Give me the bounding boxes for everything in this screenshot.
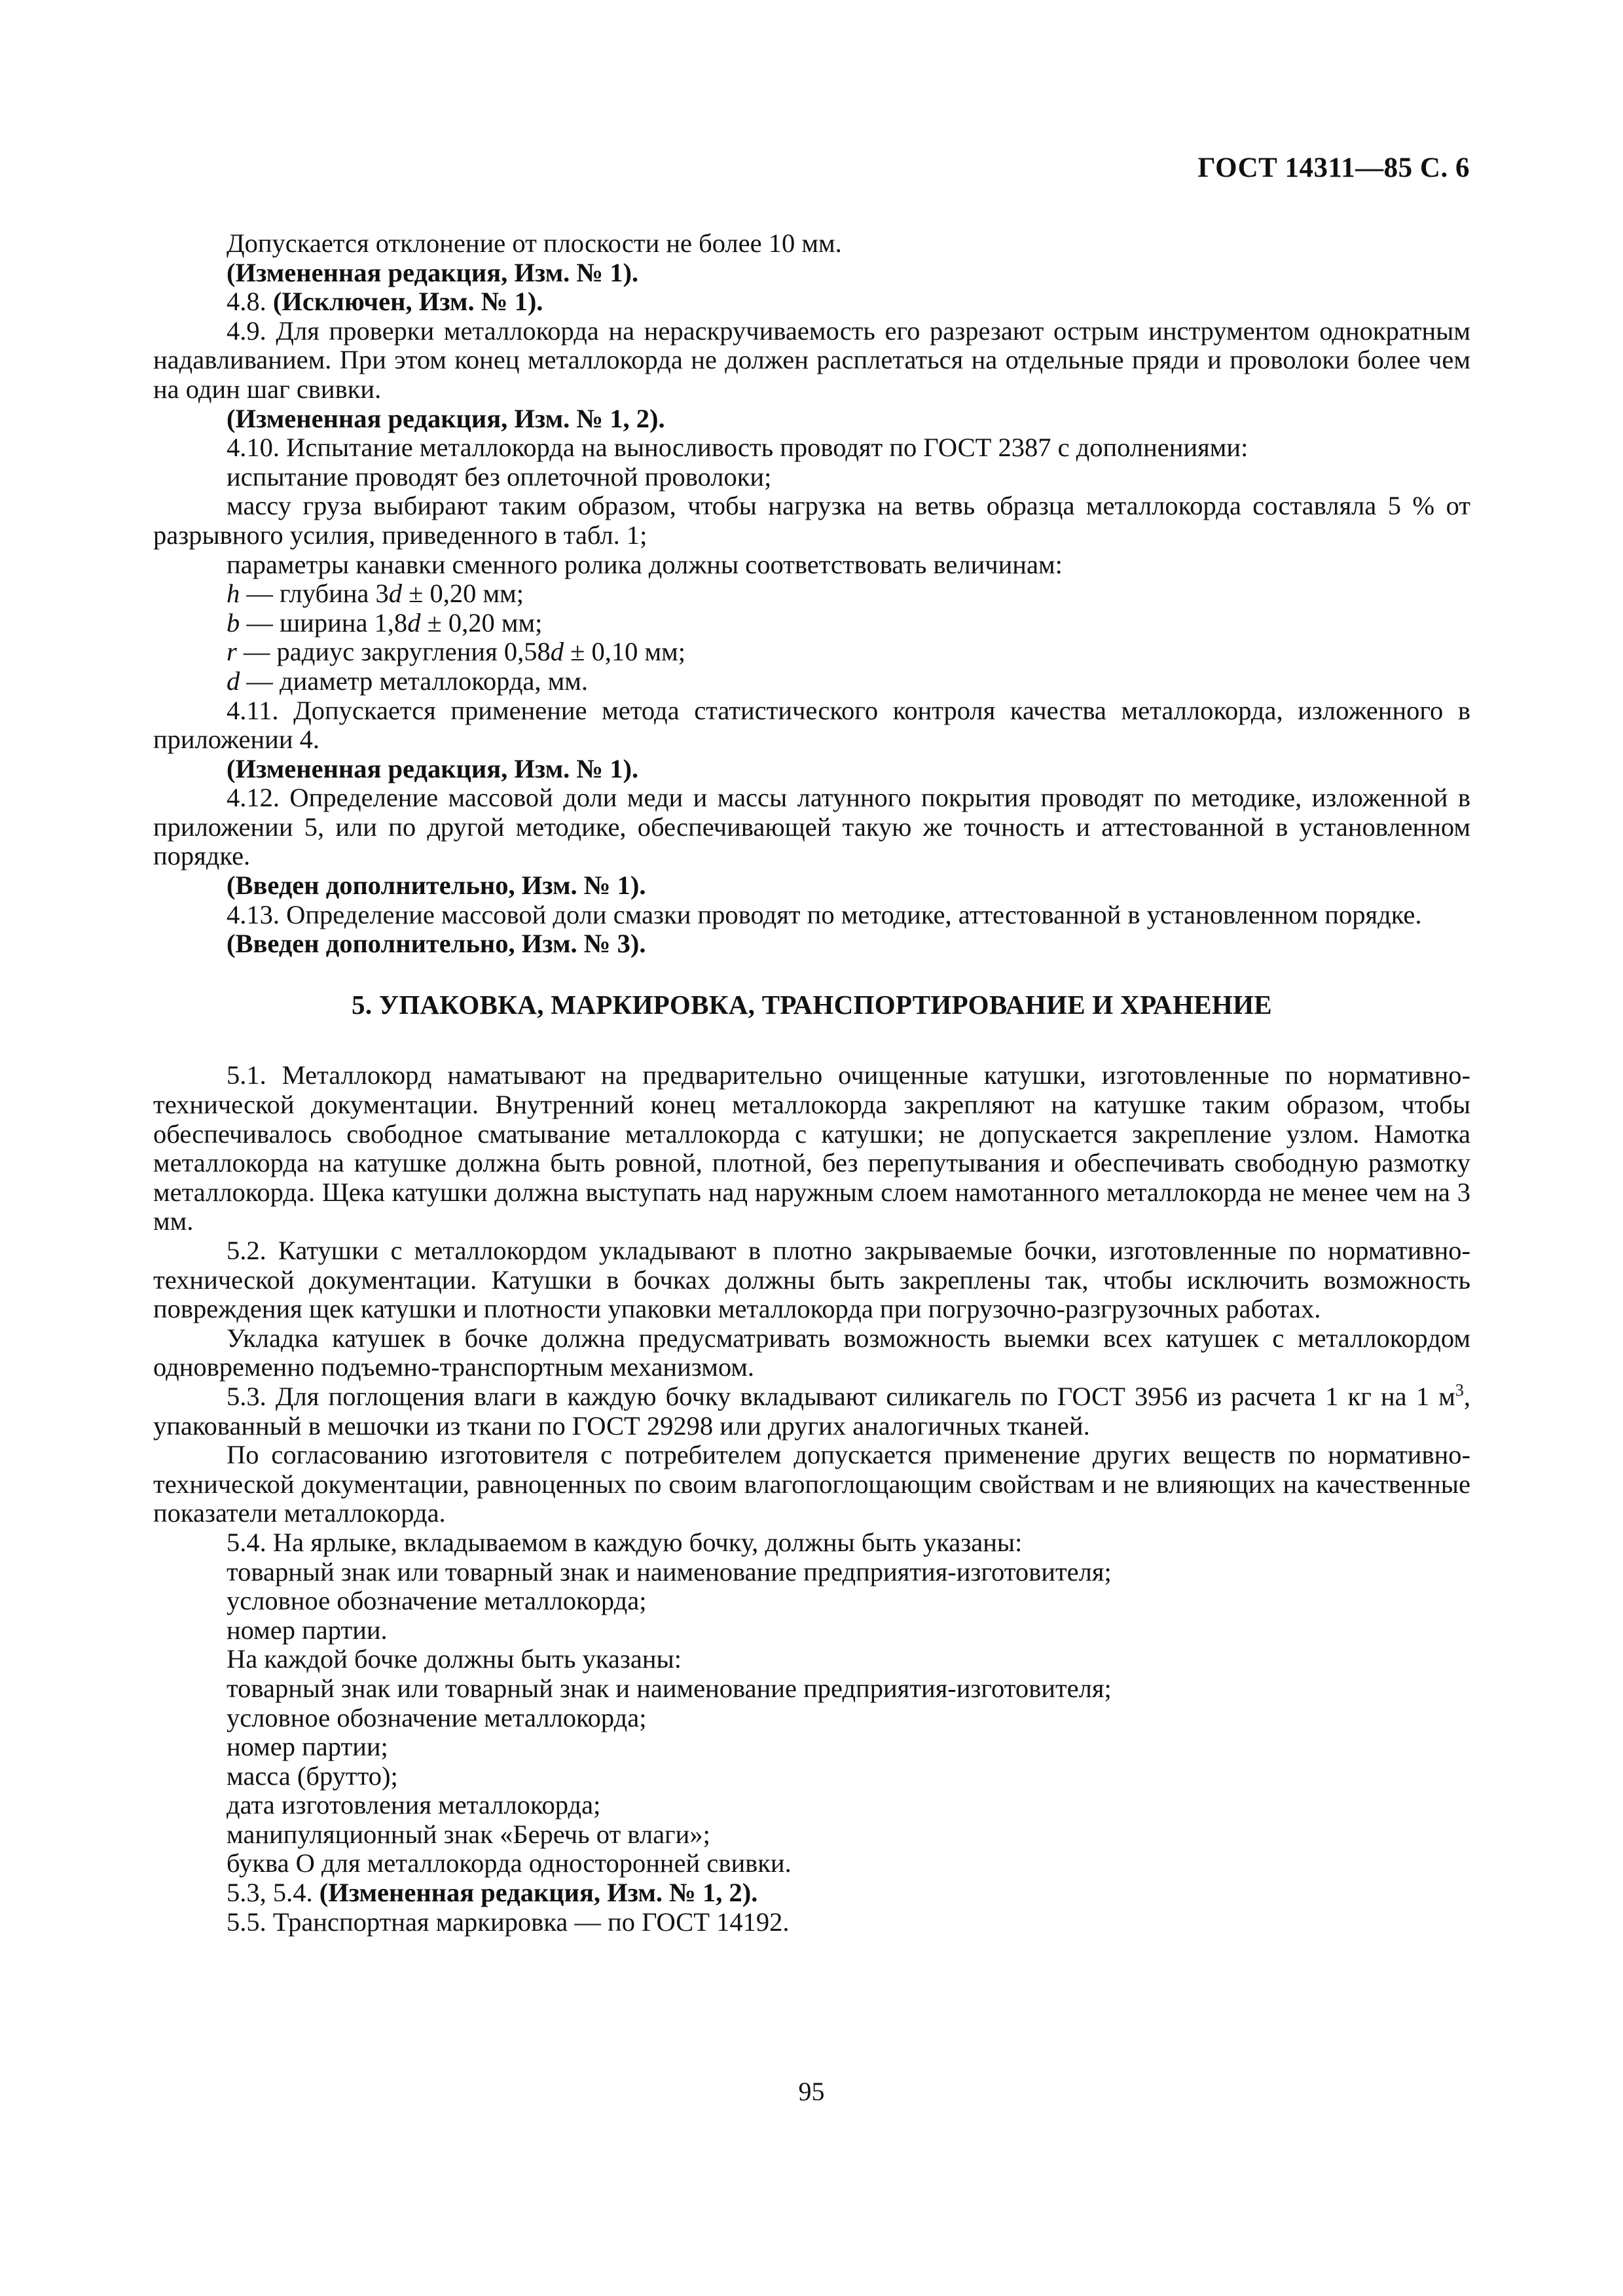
formula-text: ± 0,10 мм; (563, 637, 685, 667)
page-number: 95 (798, 2077, 825, 2106)
list-item: условное обозначение металлокорда; (227, 1586, 647, 1616)
list-item: товарный знак или товарный знак и наименование предприятия-изготовителя; (227, 1556, 1112, 1587)
revision-note: (Измененная редакция, Изм. № 1). (227, 257, 639, 287)
paragraph-5-4: 5.4. На ярлыке, вкладываемом в каждую бочку, должны быть указаны: (227, 1527, 1023, 1557)
revision-note: (Введен дополнительно, Изм. № 3). (227, 929, 646, 959)
formula-line (153, 637, 1470, 667)
paragraph-4-13: 4.13. Определение массовой доли смазки проводят по методике, аттестованной в установленном порядке. (227, 899, 1422, 929)
list-item: параметры канавки сменного ролика должны соответствовать величинам: (227, 549, 1063, 579)
symbol: d (227, 666, 240, 696)
paragraph: массу груза выбирают таким образом, чтобы нагрузка на ветвь образца металлокорда составляла 5 % от разрывного усилия, приведенного в табл. 1; (153, 491, 1470, 550)
symbol: r (227, 637, 237, 667)
symbol: h (227, 579, 240, 609)
clause-number: 5.3, 5.4. (227, 1878, 313, 1908)
formula-line (153, 579, 1470, 609)
paragraph: Укладка катушек в бочке должна предусматривать возможность выемки всех катушек с металлокордом одновременно подъемно-транспортным механизмом. (153, 1323, 1470, 1382)
symbol: b (227, 607, 240, 637)
formula-text: — диаметр металлокорда, мм. (240, 666, 589, 696)
paragraph: На каждой бочке должны быть указаны: (227, 1644, 682, 1674)
paragraph-4-11: 4.11. Допускается применение метода статистического контроля качества металлокорда, изложенного в приложении 4. (153, 695, 1470, 755)
paragraph: По согласованию изготовителя с потребителем допускается применение других веществ по нормативно-технической документации, равноценных по своим влагопоглощающим свойствам и не влияющих на качественные показатели металлокорда. (153, 1440, 1470, 1528)
paragraph-4-12: 4.12. Определение массовой доли меди и массы латунного покрытия проводят по методике, изложенной в приложении 5, или по другой методике, обеспечивающей такую же точность и аттестованной в установленном порядке. (153, 783, 1470, 871)
paragraph: Допускается отклонение от плоскости не более 10 мм. (227, 228, 842, 258)
symbol: d (407, 607, 421, 637)
list-item: манипуляционный знак «Беречь от влаги»; (227, 1819, 710, 1849)
formula-text: — радиус закругления 0,58 (236, 637, 551, 667)
revision-note: (Измененная редакция, Изм. № 1). (227, 753, 639, 783)
list-item: испытание проводят без оплеточной проволоки; (227, 461, 772, 492)
formula-text: ± 0,20 мм; (420, 607, 543, 637)
symbol: d (550, 637, 564, 667)
list-item: товарный знак или товарный знак и наименование предприятия-изготовителя; (227, 1673, 1112, 1703)
revision-note: (Измененная редакция, Изм. № 1, 2). (319, 1878, 758, 1908)
paragraph-5-2: 5.2. Катушки с металлокордом укладывают в плотно закрываемые бочки, изготовленные по нормативно-технической документации. Катушки в бочках должны быть закреплены так, чтобы исключить возможность повреждения щек катушки и плотности упаковки металлокорда при погрузочно-разгрузочных работах. (153, 1236, 1470, 1324)
revision-note: (Измененная редакция, Изм. № 1, 2). (227, 403, 665, 433)
paragraph-5-3 (153, 1382, 1470, 1441)
paragraph-5-1: 5.1. Металлокорд наматывают на предварительно очищенные катушки, изготовленные по нормативно-технической документации. Внутренний конец металлокорда закрепляют на катушке таким образом, чтобы обеспечивалось свободное сматывание металлокорда с катушки; не допускается закрепление узлом. Намотка металлокорда на катушке должна быть ровной, плотной, без перепутывания и обеспечивать свободную размотку металлокорда. Щека катушки должна выступать над наружным слоем намотанного металлокорда не менее чем на 3 мм. (153, 1060, 1470, 1236)
page-header: ГОСТ 14311—85 С. 6 (1197, 152, 1470, 183)
paragraph-5-5: 5.5. Транспортная маркировка — по ГОСТ 14192. (227, 1907, 790, 1937)
formula-text: ± 0,20 мм; (402, 579, 524, 609)
list-item: номер партии; (227, 1732, 388, 1762)
list-item: дата изготовления металлокорда; (227, 1790, 601, 1820)
list-item: номер партии. (227, 1615, 388, 1645)
formula-text: — глубина 3 (240, 579, 389, 609)
clause-number: 4.8. (227, 287, 266, 317)
paragraph-text: , упакованный в мешочки из ткани по ГОСТ 29298 или других аналогичных тканей. (153, 1381, 1470, 1441)
document-body (153, 229, 1470, 1937)
paragraph-text: 5.3. Для поглощения влаги в каждую бочку вкладывают силикагель по ГОСТ 3956 из расчета 1 кг на 1 м (227, 1381, 1455, 1411)
list-item: масса (брутто); (227, 1761, 398, 1791)
paragraph-4-9: 4.9. Для проверки металлокорда на нераскручиваемость его разрезают острым инструментом однократным надавливанием. При этом конец металлокорда не должен расплетаться на отдельные пряди и проволоки более чем на один шаг свивки. (153, 315, 1470, 404)
revision-line (153, 1878, 1470, 1908)
list-item: буква О для металлокорда односторонней свивки. (227, 1848, 792, 1878)
formula-line (153, 667, 1470, 696)
formula-line (153, 609, 1470, 638)
paragraph-4-8 (153, 287, 1470, 317)
list-item: условное обозначение металлокорда; (227, 1702, 647, 1732)
section-title: 5. УПАКОВКА, МАРКИРОВКА, ТРАНСПОРТИРОВАНИЕ И ХРАНЕНИЕ (352, 989, 1272, 1020)
revision-note: (Исключен, Изм. № 1). (272, 287, 543, 317)
paragraph-4-10: 4.10. Испытание металлокорда на выносливость проводят по ГОСТ 2387 с дополнениями: (227, 433, 1249, 463)
formula-text: — ширина 1,8 (240, 607, 408, 637)
superscript: 3 (1455, 1380, 1464, 1400)
revision-note: (Введен дополнительно, Изм. № 1). (227, 870, 646, 901)
symbol: d (388, 579, 403, 609)
